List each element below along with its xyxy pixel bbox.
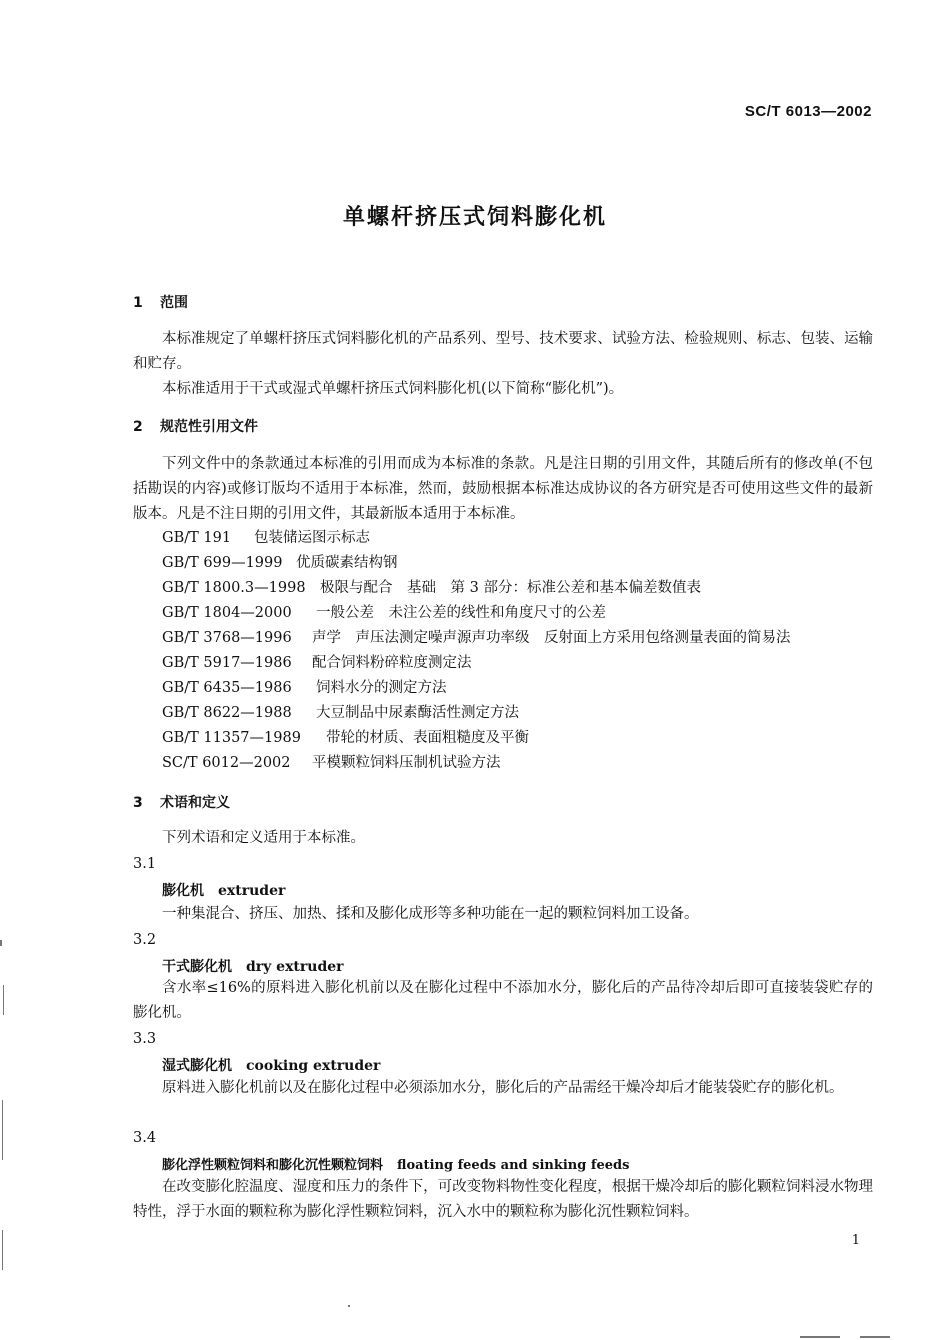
scan-mark <box>860 1336 890 1338</box>
reference-code: GB/T 3768—1996 <box>162 630 292 646</box>
reference-item <box>162 676 447 701</box>
standard-code: SC/T 6013—2002 <box>744 103 872 120</box>
term-number: 3.1 <box>133 856 157 872</box>
reference-item <box>162 701 519 726</box>
reference-item <box>162 626 791 651</box>
page-number: 1 <box>851 1233 860 1248</box>
term-zh: 干式膨化机 <box>162 959 232 975</box>
term-en: dry extruder <box>246 959 344 975</box>
term-number: 3.2 <box>133 932 157 948</box>
term-name <box>162 956 344 976</box>
scan-mark <box>3 985 4 1015</box>
term-zh: 膨化浮性颗粒饲料和膨化沉性颗粒饲料 <box>162 1158 384 1173</box>
term-definition: 含水率≤16%的原料进入膨化机前以及在膨化过程中不添加水分，膨化后的产品待冷却后即可直接装袋贮存的膨化机。 <box>133 980 873 1021</box>
reference-item <box>162 651 472 676</box>
term-definition: 一种集混合、挤压、加热、揉和及膨化成形等多种功能在一起的颗粒饲料加工设备。 <box>162 906 699 922</box>
reference-title: 优质碳素结构钢 <box>296 555 398 571</box>
term-zh: 膨化机 <box>162 883 204 899</box>
scan-mark <box>0 940 2 946</box>
reference-code: GB/T 6435—1986 <box>162 680 292 696</box>
reference-item <box>162 551 398 576</box>
section-heading-1 <box>133 292 188 312</box>
paragraph: 下列术语和定义适用于本标准。 <box>162 830 365 846</box>
term-definition: 原料进入膨化机前以及在膨化过程中必须添加水分，膨化后的产品需经干燥冷却后才能装袋贮存的膨化机。 <box>162 1080 844 1096</box>
scan-mark <box>2 1230 3 1270</box>
reference-code: SC/T 6012—2002 <box>162 755 291 771</box>
reference-title: 声学 声压法测定噪声源声功率级 反射面上方采用包络测量表面的简易法 <box>312 630 791 646</box>
section-number: 1 <box>133 295 143 311</box>
reference-item <box>162 726 529 751</box>
paragraph: 下列文件中的条款通过本标准的引用而成为本标准的条款。凡是注日期的引用文件，其随后所有的修改单(不包括勘误的内容)或修订版均不适用于本标准，然而，鼓励根据本标准达成协议的各方研究是否可使用这些文件的最新版本。凡是不注日期的引用文件，其最新版本适用于本标准。 <box>133 456 873 522</box>
term-number: 3.3 <box>133 1031 157 1047</box>
section-heading-3 <box>133 792 230 812</box>
reference-item <box>162 576 701 601</box>
scan-mark <box>800 1336 840 1338</box>
scan-mark <box>2 1100 3 1160</box>
term-en: floating feeds and sinking feeds <box>397 1158 630 1173</box>
section-heading-2 <box>133 416 258 436</box>
paragraph: 本标准规定了单螺杆挤压式饲料膨化机的产品系列、型号、技术要求、试验方法、检验规则、标志、包装、运输和贮存。 <box>133 331 873 372</box>
document-title: 单螺杆挤压式饲料膨化机 <box>342 205 607 230</box>
reference-title: 极限与配合 基础 第 3 部分：标准公差和基本偏差数值表 <box>320 580 701 596</box>
reference-item <box>162 526 370 551</box>
reference-item <box>162 751 501 776</box>
term-en: cooking extruder <box>246 1058 381 1074</box>
term-number: 3.4 <box>133 1130 157 1146</box>
term-zh: 湿式膨化机 <box>162 1058 232 1074</box>
term-name <box>162 1055 380 1075</box>
reference-title: 配合饲料粉碎粒度测定法 <box>312 655 472 671</box>
reference-title: 饲料水分的测定方法 <box>316 680 447 696</box>
reference-code: GB/T 8622—1988 <box>162 705 292 721</box>
reference-title: 一般公差 未注公差的线性和角度尺寸的公差 <box>316 605 606 621</box>
reference-code: GB/T 11357—1989 <box>162 730 301 746</box>
reference-title: 带轮的材质、表面粗糙度及平衡 <box>326 730 529 746</box>
reference-code: GB/T 1804—2000 <box>162 605 292 621</box>
reference-title: 包装储运图示标志 <box>254 530 370 546</box>
section-title: 范围 <box>160 295 188 311</box>
term-definition: 在改变膨化腔温度、湿度和压力的条件下，可改变物料物性变化程度，根据干燥冷却后的膨化颗粒饲料浸水物理特性，浮于水面的颗粒称为膨化浮性颗粒饲料，沉入水中的颗粒称为膨化沉性颗粒饲料。 <box>133 1179 873 1220</box>
term-name <box>162 880 285 900</box>
reference-item <box>162 601 606 626</box>
section-number: 3 <box>133 795 143 811</box>
paragraph: 本标准适用于干式或湿式单螺杆挤压式饲料膨化机(以下简称“膨化机”)。 <box>162 381 624 397</box>
section-number: 2 <box>133 419 143 435</box>
reference-code: GB/T 5917—1986 <box>162 655 292 671</box>
reference-code: GB/T 699—1999 <box>162 555 283 571</box>
term-name <box>162 1154 629 1173</box>
reference-code: GB/T 1800.3—1998 <box>162 580 306 596</box>
term-en: extruder <box>218 883 286 899</box>
section-title: 规范性引用文件 <box>160 419 258 435</box>
scan-mark <box>348 1305 350 1307</box>
reference-title: 大豆制品中尿素酶活性测定方法 <box>316 705 519 721</box>
reference-title: 平模颗粒饲料压制机试验方法 <box>312 755 501 771</box>
reference-code: GB/T 191 <box>162 530 232 546</box>
section-title: 术语和定义 <box>160 795 230 811</box>
